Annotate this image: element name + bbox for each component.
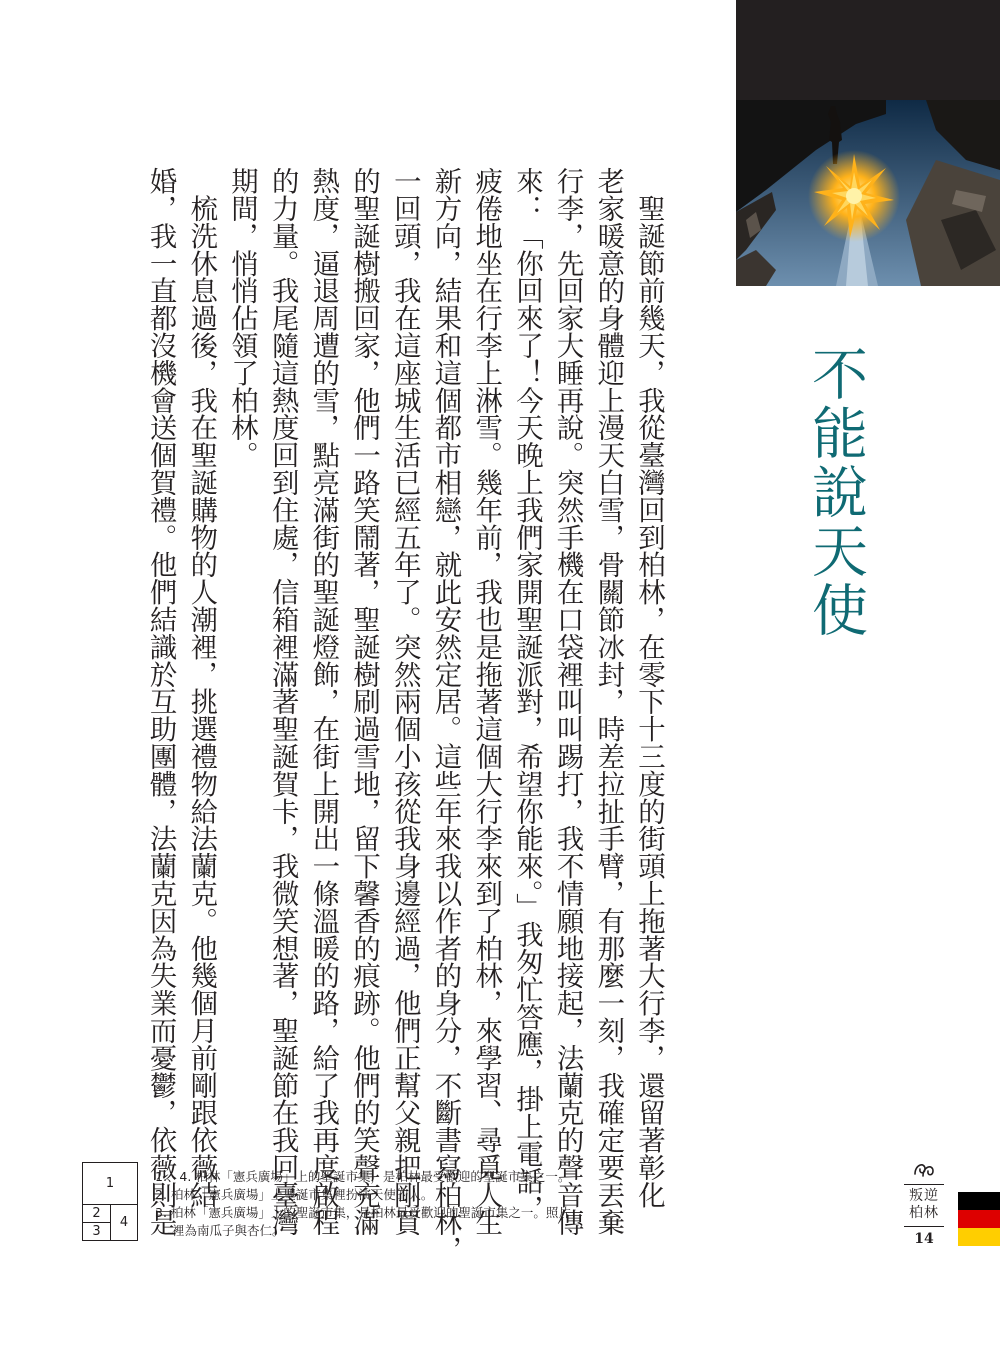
running-head	[899, 1158, 949, 1248]
chapter-title: 不能說天使	[803, 345, 868, 640]
flag-band-gold	[958, 1228, 1000, 1246]
text-line: 來：「你回來了！今天晚上我們家開聖誕派對，希望你能來。」我匆忙答應，掛上電話，	[510, 167, 542, 1222]
caption-item: 2. 柏林「憲兵廣場」上聖誕市集裡扮演天使的人。	[155, 1187, 434, 1202]
text-line: 新方向，結果和這個都市相戀，就此安然定居。這些年來我以作者的身分，不斷書寫柏林，	[429, 167, 461, 1263]
photo-illustration	[736, 100, 1000, 286]
caption-item: 1.、4. 柏林「憲兵廣場」上的聖誕市集，是柏林最受歡迎的聖誕市集之一。	[155, 1169, 571, 1184]
text-line: 聖誕節前幾天，我從臺灣回到柏林，在零下十三度的街頭上拖著大行李，還留著彰化	[633, 167, 664, 1209]
section-name-line: 叛逆	[909, 1188, 939, 1204]
text-line: 疲倦地坐在行李上淋雪。幾年前，我也是拖著這個大行李來到了柏林，來學習、尋覓人生	[470, 167, 502, 1236]
photo-top-band	[736, 0, 1000, 100]
page-number: 14	[914, 1231, 934, 1247]
text-line: 的力量。我尾隨這熱度回到住處，信箱裡滿著聖誕賀卡，我微笑想著，聖誕節在我回臺灣	[266, 167, 298, 1236]
grid-cell-2: 2	[83, 1205, 111, 1223]
grid-cell-3: 3	[83, 1223, 111, 1240]
grid-cell-1: 1	[83, 1163, 137, 1205]
text-line: 行李，先回家大睡再說。突然手機在口袋裡叫叫踢打，我不情願地接起，法蘭克的聲音傳	[551, 167, 583, 1236]
text-line: 老家暖意的身體迎上漫天白雪，骨關節冰封，時差拉扯手臂，有那麼一刻，我確定要丟棄	[592, 167, 624, 1236]
caption-item-continued: 裡為南瓜子與杏仁。	[172, 1223, 285, 1238]
star-lantern-photo	[736, 100, 1000, 286]
flag-band-black	[958, 1192, 1000, 1210]
flag-band-red	[958, 1210, 1000, 1228]
running-head-rule	[904, 1184, 944, 1185]
running-head-rule	[904, 1226, 944, 1227]
text-line: 的聖誕樹搬回家，他們一路笑鬧著，聖誕樹刷過雪地，留下馨香的痕跡。他們的笑聲充滿	[348, 167, 380, 1236]
photo-layout-grid	[82, 1162, 138, 1241]
text-line: 婚，我一直都沒機會送個賀禮。他們結識於互助團體，法蘭克因為失業而憂鬱，依薇則是	[144, 167, 176, 1236]
section-name-line: 柏林	[909, 1205, 939, 1221]
text-line: 一回頭，我在這座城生活已經五年了。突然兩個小孩從我身邊經過，他們正幫父親把剛買	[388, 167, 420, 1236]
german-flag-icon	[958, 1192, 1000, 1246]
swirl-ornament-icon	[911, 1158, 937, 1180]
text-line: 熱度，逼退周遭的雪，點亮滿街的聖誕燈飾，在街上開出一條溫暖的路，給了我再度啟程	[307, 167, 339, 1236]
photo-captions	[155, 1168, 715, 1240]
text-line: 梳洗休息過後，我在聖誕購物的人潮裡，挑選禮物給法蘭克。他幾個月前剛跟依薇結	[185, 167, 217, 1209]
caption-item: 3. 柏林「憲兵廣場」上的聖誕市集，是柏林最受歡迎的聖誕市集之一。照片	[155, 1205, 571, 1220]
text-line: 期間，悄悄佔領了柏林。	[225, 167, 257, 469]
grid-cell-4: 4	[119, 1215, 129, 1230]
